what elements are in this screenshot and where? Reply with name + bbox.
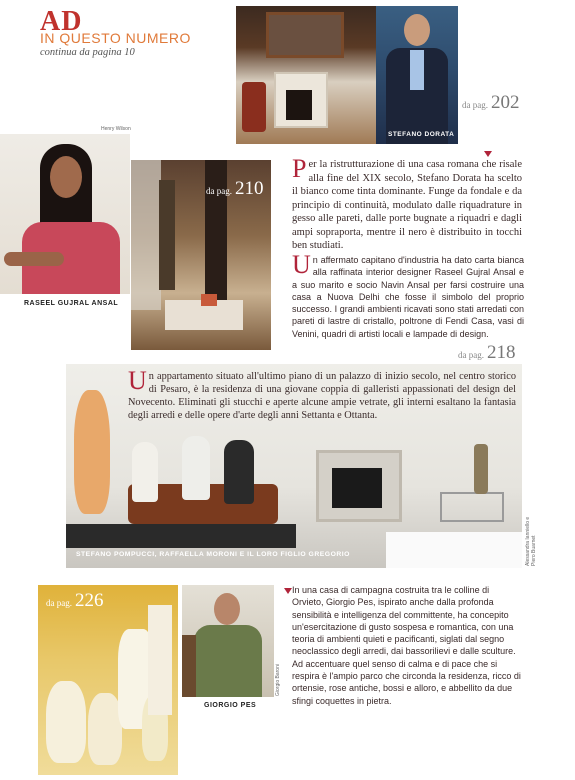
white-sofa (386, 532, 522, 568)
fireplace-opening (332, 468, 382, 508)
portrait-chair (182, 635, 196, 697)
article-text-202 (292, 154, 522, 253)
glass-wall (131, 160, 161, 310)
portrait-arm (4, 252, 64, 266)
page-ref-number: 218 (487, 342, 516, 363)
page-ref-number: 202 (491, 92, 520, 113)
accent-marker (484, 151, 492, 157)
side-table (440, 492, 504, 522)
person-1 (132, 442, 158, 502)
caption-202: STEFANO DORATA (388, 131, 455, 138)
portrait-photo-210 (0, 134, 130, 294)
page-ref-label: da pag. (462, 100, 488, 110)
armchair (242, 82, 266, 132)
portrait-photo-226 (182, 585, 274, 697)
article-body: er la ristrutturazione di una casa romana che risale alla fine del XIX secolo, Stefano Dorata ha scelto il bianco come tinta dominante. Funge da fondale e da principio di continuità, modulato dalle riquadrature in gesso alle pareti, dalle porte bugnate a riquadri e dagli ampi sopraporta, mentre il nero è distribuito in tocchi ben studiati. (292, 159, 522, 251)
interior-photo-202 (236, 6, 376, 144)
person-3 (224, 440, 254, 504)
portrait-head (404, 14, 430, 46)
dropcap: U (128, 366, 147, 395)
article-text-226 (292, 584, 522, 707)
vases-photo-226 (38, 585, 178, 775)
photo-credit-210: Henry Wilson (101, 126, 131, 132)
dropcap: P (292, 154, 307, 183)
article-body: n affermato capitano d'industria ha dato carta bianca alla raffinata interior designer Raseel Gujral Ansal e a suo marito e socio Navin Ansal per farsi costruire una casa a Nuova Delhi che fosse il simbolo del proprio successo. I grandi ambienti ricavati sono stati arredati con pareti di lastre di cristallo, poltrone di Fendi Casa, vasi di Venini, quadri di artisti locali e lampade di design. (292, 255, 524, 339)
page-ref-202 (462, 92, 520, 114)
portrait-head (214, 593, 240, 625)
bamboo-vases (159, 180, 175, 290)
cushion (201, 294, 217, 306)
page-ref-218 (458, 342, 516, 364)
page-ref-label: da pag. (458, 350, 484, 360)
article-text-210 (292, 250, 524, 340)
dropcap: U (292, 250, 311, 279)
caption-218: STEFANO POMPUCCI, RAFFAELLA MORONI E IL LORO FIGLIO GREGORIO (76, 551, 350, 558)
page-ref-number: 210 (235, 178, 264, 199)
person-2 (182, 436, 210, 500)
portrait-shirt (194, 625, 262, 697)
column (148, 605, 172, 715)
page-ref-210 (206, 178, 264, 200)
page-ref-226 (46, 590, 104, 612)
fireplace-opening (286, 90, 312, 120)
vase-1 (46, 681, 86, 763)
floor-lamp (74, 390, 110, 514)
magazine-logo: AD (40, 6, 83, 37)
caption-210: RASEEL GUJRAL ANSAL (24, 300, 119, 307)
caption-226: GIORGIO PES (204, 702, 257, 709)
portrait-photo-202 (376, 6, 458, 144)
portrait-shirt (410, 50, 424, 90)
portrait-face (50, 156, 82, 198)
article-body: n appartamento situato all'ultimo piano di un palazzo di inizio secolo, nel centro storico di Pesaro, è la residenza di una giovane coppia di galleristi appassionati del design del Novecento. Eliminati gli stucchi e aperte alcune ampie vetrate, gli interni esaltano la fantasia degli arredi e delle opere d'arte degli anni Settanta e Ottanta. (128, 371, 516, 421)
section-title: IN QUESTO NUMERO (40, 30, 191, 46)
vase-plant (474, 444, 488, 494)
photo-credit-218: Alessandra Ianniello e Piero Buarnet (525, 516, 537, 566)
vase-2 (88, 693, 122, 765)
page-ref-label: da pag. (46, 598, 72, 608)
mirror-frame (266, 12, 344, 58)
continued-note: continua da pagina 10 (40, 47, 135, 58)
article-text-218 (128, 366, 516, 422)
photo-credit-226: Giorgio Baroni (275, 664, 281, 696)
page-ref-label: da pag. (206, 186, 232, 196)
accent-marker (284, 588, 292, 594)
rug (66, 524, 296, 548)
page-ref-number: 226 (75, 590, 104, 611)
article-body: In una casa di campagna costruita tra le colline di Orvieto, Giorgio Pes, ispirato anche dalla profonda sensibilità e intelligenza del committente, ha concepito un'esercitazione di gusto sospesa e romantica, con una teoria di ambienti quieti e pacificanti, siglati dal segno neoclassico degli arredi, dai bassorilievi e dalle sculture. Ad accentuare quel senso di calma e di pace che si respira è l'ampio parco che circonda la residenza, ricco di ortensie, rose antiche, bossi e alloro, e abbellito da due sfingi coquettes in pietra. (292, 585, 521, 706)
